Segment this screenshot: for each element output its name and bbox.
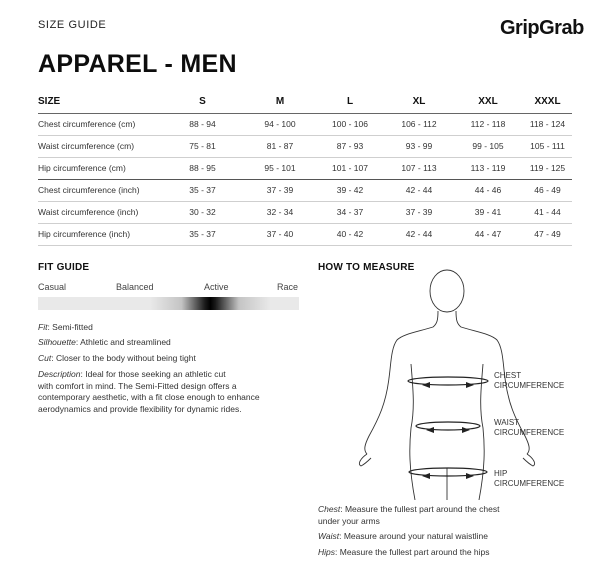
row-label: Hip circumference (inch): [38, 223, 160, 245]
table-cell: 37 - 40: [245, 223, 315, 245]
scale-label-race: Race: [277, 282, 299, 292]
column-header: S: [160, 91, 245, 113]
waist-label: WAIST CIRCUMFERENCE: [494, 418, 565, 437]
table-cell: 99 - 105: [453, 135, 523, 157]
table-cell: 88 - 94: [160, 113, 245, 135]
row-label: Waist circumference (cm): [38, 135, 160, 157]
table-cell: 42 - 44: [385, 223, 453, 245]
row-label: Hip circumference (cm): [38, 157, 160, 179]
chest-instruction: Chest: Measure the fullest part around the chest under your arms: [318, 504, 500, 526]
table-cell: 105 - 111: [523, 135, 572, 157]
chest-measure-loop: [408, 377, 488, 385]
table-cell: 87 - 93: [315, 135, 385, 157]
description-paragraph: Description: Ideal for those seeking an athletic cut with comfort in mind. The Semi-Fitted design offers a contemporary aesthetic, with a fit close enough to enhance aerodynamics and provide flexibility for dynamic rides.: [38, 369, 260, 414]
table-cell: 39 - 41: [453, 201, 523, 223]
cut-line: Cut: Closer to the body without being tight: [38, 353, 196, 363]
brand-logo: GripGrab: [500, 17, 584, 39]
table-cell: 94 - 100: [245, 113, 315, 135]
table-cell: 100 - 106: [315, 113, 385, 135]
column-header: XL: [385, 91, 453, 113]
table-cell: 107 - 113: [385, 157, 453, 179]
table-cell: 88 - 95: [160, 157, 245, 179]
table-cell: 34 - 37: [315, 201, 385, 223]
page-title: APPAREL - MEN: [38, 50, 237, 78]
measurement-arrows: [404, 372, 494, 482]
silhouette-line: Silhouette: Athletic and streamlined: [38, 337, 171, 347]
hip-label: HIP CIRCUMFERENCE: [494, 469, 565, 488]
table-cell: 95 - 101: [245, 157, 315, 179]
scale-label-casual: Casual: [38, 282, 67, 292]
table-cell: 35 - 37: [160, 179, 245, 201]
table-cell: 113 - 119: [453, 157, 523, 179]
table-row: [38, 179, 572, 201]
how-to-measure-heading: HOW TO MEASURE: [318, 262, 415, 273]
table-cell: 35 - 37: [160, 223, 245, 245]
waist-measure-loop: [416, 422, 480, 430]
table-row: [38, 157, 572, 179]
table-header-row: [38, 91, 572, 113]
fit-scale-bar: [38, 297, 299, 310]
row-label: Waist circumference (inch): [38, 201, 160, 223]
table-cell: 44 - 47: [453, 223, 523, 245]
scale-label-active: Active: [204, 282, 229, 292]
size-table: [38, 91, 572, 246]
fit-guide-heading: FIT GUIDE: [38, 262, 90, 273]
size-guide-label: SIZE GUIDE: [38, 19, 107, 31]
table-cell: 47 - 49: [523, 223, 572, 245]
table-cell: 81 - 87: [245, 135, 315, 157]
table-cell: 106 - 112: [385, 113, 453, 135]
waist-instruction: Waist: Measure around your natural waistline: [318, 531, 488, 541]
hips-instruction: Hips: Measure the fullest part around the hips: [318, 547, 490, 557]
table-cell: 32 - 34: [245, 201, 315, 223]
fit-line: Fit: Semi-fitted: [38, 322, 93, 332]
column-header: SIZE: [38, 91, 160, 113]
table-cell: 112 - 118: [453, 113, 523, 135]
chest-label: CHEST CIRCUMFERENCE: [494, 371, 565, 390]
table-cell: 93 - 99: [385, 135, 453, 157]
column-header: L: [315, 91, 385, 113]
table-row: [38, 223, 572, 245]
table-cell: 42 - 44: [385, 179, 453, 201]
table-cell: 39 - 42: [315, 179, 385, 201]
column-header: XXL: [453, 91, 523, 113]
row-label: Chest circumference (inch): [38, 179, 160, 201]
table-cell: 37 - 39: [385, 201, 453, 223]
table-cell: 46 - 49: [523, 179, 572, 201]
table-cell: 118 - 124: [523, 113, 572, 135]
table-cell: 37 - 39: [245, 179, 315, 201]
table-cell: 30 - 32: [160, 201, 245, 223]
table-cell: 44 - 46: [453, 179, 523, 201]
table-row: [38, 113, 572, 135]
hip-measure-loop: [409, 468, 487, 476]
table-cell: 119 - 125: [523, 157, 572, 179]
table-cell: 40 - 42: [315, 223, 385, 245]
table-row: [38, 135, 572, 157]
scale-label-balanced: Balanced: [116, 282, 154, 292]
table-cell: 75 - 81: [160, 135, 245, 157]
row-label: Chest circumference (cm): [38, 113, 160, 135]
table-cell: 101 - 107: [315, 157, 385, 179]
column-header: XXXL: [523, 91, 572, 113]
table-row: [38, 201, 572, 223]
column-header: M: [245, 91, 315, 113]
table-cell: 41 - 44: [523, 201, 572, 223]
